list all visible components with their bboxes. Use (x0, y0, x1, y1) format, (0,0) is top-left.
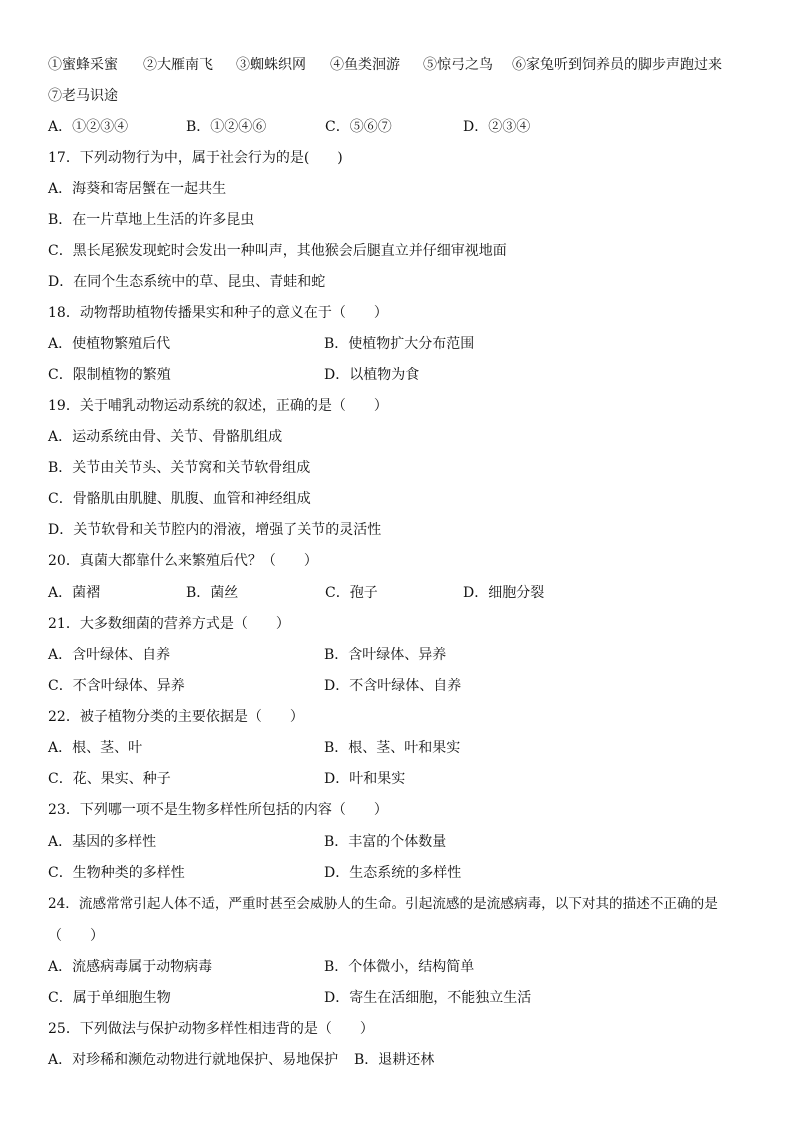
q24-option-c: C．属于单细胞生物 (48, 990, 171, 1006)
q20-option-a: A．菌褶 (48, 585, 101, 601)
q24-option-d: D．寄生在活细胞，不能独立生活 (324, 990, 532, 1006)
q22-option-a: A．根、茎、叶 (48, 740, 143, 756)
q17-option-c: C．黑长尾猴发现蛇时会发出一种叫声，其他猴会后腿直立并仔细审视地面 (48, 243, 507, 259)
q23-option-c: C．生物种类的多样性 (48, 865, 185, 881)
q16-item-6: ⑥家兔听到饲养员的脚步声跑过来 (512, 57, 722, 73)
q21-option-a: A．含叶绿体、自养 (48, 647, 171, 663)
q23-option-b: B．丰富的个体数量 (324, 834, 447, 850)
q20-option-b: B．菌丝 (186, 585, 239, 601)
q24-option-a: A．流感病毒属于动物病毒 (48, 959, 213, 975)
q16-item-4: ④鱼类洄游 (330, 57, 400, 73)
q21-option-d: D．不含叶绿体、自养 (324, 678, 462, 694)
q16-option-b: B．①②④⑥ (186, 119, 267, 135)
q20-stem: 20．真菌大都靠什么来繁殖后代？（ ） (48, 553, 318, 569)
q16-option-a: A．①②③④ (48, 119, 129, 135)
q21-stem: 21．大多数细菌的营养方式是（ ） (48, 616, 290, 632)
q16-item-5: ⑤惊弓之鸟 (423, 57, 493, 73)
q16-option-c: C．⑤⑥⑦ (325, 119, 392, 135)
q25-option-b: B．退耕还林 (354, 1052, 435, 1068)
q17-option-d: D．在同个生态系统中的草、昆虫、青蛙和蛇 (48, 274, 326, 290)
q24-stem-line1: 24．流感常常引起人体不适，严重时甚至会威胁人的生命。引起流感的是流感病毒，以下对其的描述不正确的是 (48, 896, 718, 912)
q18-option-a: A．使植物繁殖后代 (48, 336, 171, 352)
q23-option-a: A．基因的多样性 (48, 834, 157, 850)
q24-stem-line2: （ ） (48, 928, 104, 944)
q25-stem: 25．下列做法与保护动物多样性相违背的是（ ） (48, 1021, 374, 1037)
q21-option-b: B．含叶绿体、异养 (324, 647, 447, 663)
q24-option-b: B．个体微小，结构简单 (324, 959, 475, 975)
q23-stem: 23．下列哪一项不是生物多样性所包括的内容（ ） (48, 802, 388, 818)
q16-item-1: ①蜜蜂采蜜 (48, 57, 118, 73)
q21-option-c: C．不含叶绿体、异养 (48, 678, 185, 694)
q18-option-b: B．使植物扩大分布范围 (324, 336, 475, 352)
q19-option-b: B．关节由关节头、关节窝和关节软骨组成 (48, 460, 311, 476)
q22-option-c: C．花、果实、种子 (48, 771, 171, 787)
q23-option-d: D．生态系统的多样性 (324, 865, 462, 881)
q22-option-b: B．根、茎、叶和果实 (324, 740, 461, 756)
q16-item-3: ③蜘蛛织网 (236, 57, 306, 73)
q20-option-d: D．细胞分裂 (463, 585, 545, 601)
q16-item-2: ②大雁南飞 (143, 57, 213, 73)
q22-stem: 22．被子植物分类的主要依据是（ ） (48, 709, 304, 725)
q16-item-7: ⑦老马识途 (48, 88, 118, 104)
q22-option-d: D．叶和果实 (324, 771, 406, 787)
q18-option-c: C．限制植物的繁殖 (48, 367, 171, 383)
q20-option-c: C．孢子 (325, 585, 378, 601)
q17-stem: 17．下列动物行为中，属于社会行为的是( ) (48, 150, 343, 166)
q17-option-b: B．在一片草地上生活的许多昆虫 (48, 212, 255, 228)
q19-option-d: D．关节软骨和关节腔内的滑液，增强了关节的灵活性 (48, 522, 382, 538)
q19-option-a: A．运动系统由骨、关节、骨骼肌组成 (48, 429, 283, 445)
q18-stem: 18．动物帮助植物传播果实和种子的意义在于（ ） (48, 305, 388, 321)
q25-option-a: A．对珍稀和濒危动物进行就地保护、易地保护 (48, 1052, 339, 1068)
q16-option-d: D．②③④ (463, 119, 531, 135)
q19-option-c: C．骨骼肌由肌腱、肌腹、血管和神经组成 (48, 491, 311, 507)
q19-stem: 19．关于哺乳动物运动系统的叙述，正确的是（ ） (48, 398, 388, 414)
q18-option-d: D．以植物为食 (324, 367, 420, 383)
q17-option-a: A．海葵和寄居蟹在一起共生 (48, 181, 227, 197)
